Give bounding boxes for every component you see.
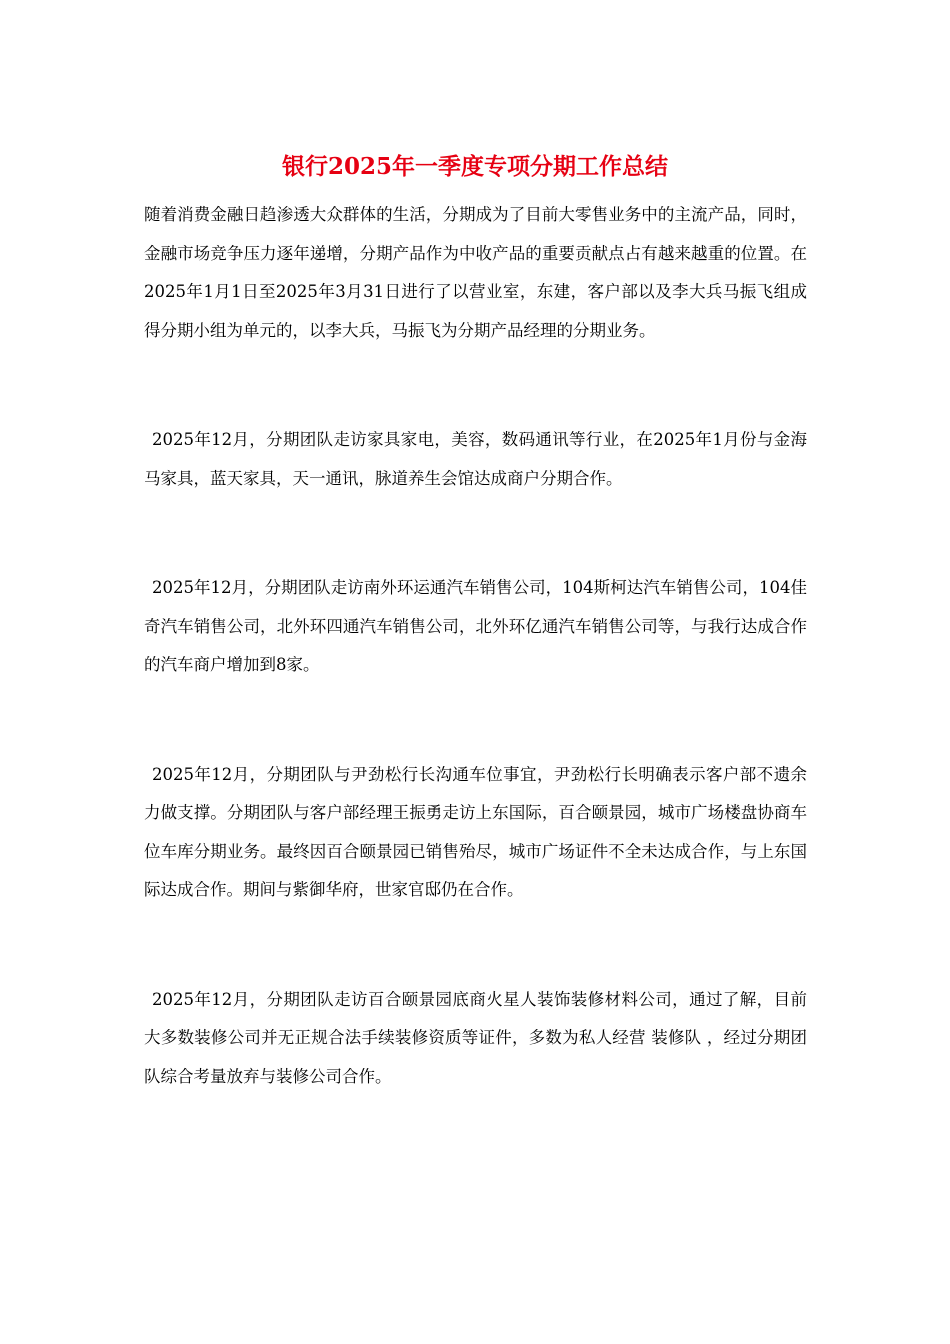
paragraph-auto-partners: 2025年12月，分期团队走访南外环运通汽车销售公司，104斯柯达汽车销售公司，104佳奇汽车销售公司，北外环四通汽车销售公司，北外环亿通汽车销售公司等，与我行达成合作的汽车商户增加到8家。 [144, 578, 807, 674]
paragraph-decoration-partners: 2025年12月，分期团队走访百合颐景园底商火星人装饰装修材料公司，通过了解，目前大多数装修公司并无正规合法手续装修资质等证件，多数为私人经营 装修队 ，经过分期团队综合考量放弃与装修公司合作。 [144, 989, 807, 1086]
document-body [144, 196, 807, 1096]
paragraph-intro: 随着消费金融日趋渗透大众群体的生活，分期成为了目前大零售业务中的主流产品，同时，金融市场竞争压力逐年递增，分期产品作为中收产品的重要贡献点占有越来越重的位置。在2025年1月1日至2025年3月31日进行了以营业室，东建，客户部以及李大兵马振飞组成得分期小组为单元的，以李大兵，马振飞为分期产品经理的分期业务。 [144, 205, 807, 340]
paragraph-furniture-partners: 2025年12月，分期团队走访家具家电，美容，数码通讯等行业，在2025年1月份与金海马家具，蓝天家具，天一通讯，脉道养生会馆达成商户分期合作。 [144, 430, 807, 488]
document-title: 银行2025年一季度专项分期工作总结 [281, 153, 668, 180]
paragraph-parking-partners: 2025年12月，分期团队与尹劲松行长沟通车位事宜，尹劲松行长明确表示客户部不遗余力做支撑。分期团队与客户部经理王振勇走访上东国际，百合颐景园，城市广场楼盘协商车位车库分期业务。最终因百合颐景园已销售殆尽，城市广场证件不全未达成合作，与上东国际达成合作。期间与紫御华府，世家官邸仍在合作。 [144, 764, 807, 899]
